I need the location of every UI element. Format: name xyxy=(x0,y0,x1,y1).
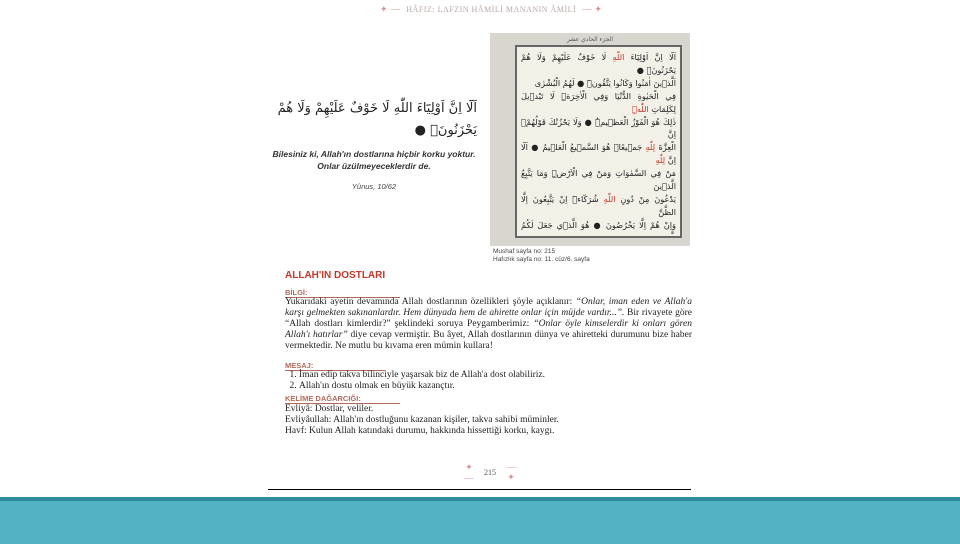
ornament-icon: — ✦ xyxy=(582,3,603,14)
ornament-icon: ✦ — xyxy=(380,3,401,14)
bilgi-quote: “Onlar, iman eden ve Allah'a karşı gelmekten sakınanlardır. Hem dünyada hem de ahirette onlar için müjde vardır...”. xyxy=(285,297,692,318)
mushaf-page-number: Mushaf sayfa no: 215 xyxy=(493,248,556,255)
kelime-list xyxy=(285,404,692,437)
bilgi-quote: “Onlar öyle kimselerdir ki onları gören Allah'ı hatırlar” xyxy=(285,319,692,340)
mushaf-line: اَلَٓا اِنَّ اَوْلِيَٓاءَ اللّٰهِ لَا خَوْفٌ عَلَيْهِمْ وَلَا هُمْ يَحْزَنُونَۚ ● xyxy=(521,52,676,75)
mesaj-label: MESAJ: xyxy=(285,361,385,371)
mushaf-juz-title: الجزء الحادي عشر xyxy=(566,36,614,43)
bilgi-text: diye cevap vermiştir. Bu âyet, Allah dostlarının dünya ve ahiretteki durumunu bize haber vermektedir. Ne mutlu bu kıvama eren mümin kullara! xyxy=(285,330,692,351)
ornament-icon: ✦ — xyxy=(464,462,474,483)
mushaf-line: يَدْعُونَ مِنْ دُونِ اللّٰهِ شُرَكَٓاءَۜ اِنْ يَتَّبِعُونَ اِلَّا الظَّنَّ xyxy=(521,193,676,217)
mushaf-line: ذٰلِكَ هُوَ الْفَوْزُ الْعَظ۪يمُۜ ● وَلَا يَحْزُنْكَ قَوْلُهُمْۢ اِنَّ xyxy=(521,116,676,140)
mushaf-line: مَنْ فِي السَّمٰوَاتِ وَمَنْ فِي الْاَرْضِۜ وَمَا يَتَّبِعُ الَّذ۪ينَ xyxy=(521,168,676,192)
mushaf-line: فِي الْحَيٰوةِ الدُّنْيَا وَفِي الْاٰخِرَةِۜ لَا تَبْد۪يلَ لِكَلِمَاتِ اللّٰهِ xyxy=(521,90,676,114)
mushaf-page-image xyxy=(490,33,690,246)
mushaf-line: اَلَّذ۪ينَ اٰمَنُوا وَكَانُوا يَتَّقُونَۜ ● لَهُمُ الْبُشْرٰى xyxy=(534,77,676,88)
mushaf-text xyxy=(521,51,676,234)
mesaj-item: 1. İman edip takva bilinciyle yaşarsak biz de Allah'a dost olabiliriz. xyxy=(299,370,692,381)
running-header xyxy=(380,2,680,16)
footer-band xyxy=(0,497,960,544)
bottom-rule xyxy=(268,489,691,490)
mesaj-list xyxy=(285,370,692,392)
ornament-icon: — ✦ xyxy=(506,462,516,482)
mushaf-line: وَاِنْ هُمْ اِلَّا يَخْرُصُونَ ● هُوَ الَّذ۪ي جَعَلَ لَكُمُ xyxy=(521,219,676,230)
mushaf-frame xyxy=(515,45,682,238)
bilgi-label: BİLGİ: xyxy=(285,288,400,298)
bilgi-text: Yukarıdaki ayetin devamında Allah dostlarının özellikleri şöyle açıklanır: xyxy=(285,297,576,307)
section-title: ALLAH'IN DOSTLARI xyxy=(285,270,386,281)
running-title: HÂFIZ: LAFZIN HÂMİLİ MANANIN ÂMİLİ xyxy=(406,4,577,14)
verse-arabic: اَلَٓا اِنَّ اَوْلِيَٓاءَ اللّٰهِ لَا خَوْفٌ عَلَيْهِمْ وَلَا هُمْ يَحْزَنُونَۚ ● xyxy=(277,101,477,138)
mushaf-caption xyxy=(493,248,693,264)
verse-translation: Bilesiniz ki, Allah'ın dostlarına hiçbir korku yoktur. Onlar üzülmeyeceklerdir de. xyxy=(272,149,476,171)
hafizlik-page-number: Hafızlık sayfa no: 11. cüz/6. sayfa xyxy=(493,256,590,263)
mesaj-item: 2. Allah'ın dostu olmak en büyük kazançtır. xyxy=(299,381,692,392)
page-number xyxy=(460,462,520,483)
mushaf-line: الْعِزَّةَ لِلّٰهِ جَم۪يعًاۜ هُوَ السَّم۪يعُ الْعَل۪يمُ ● اَلَٓا اِنَّ لِلّٰهِ xyxy=(521,142,676,166)
bilgi-text: Bir rivayete göre “Allah dostları kimlerdir?” şeklindeki soruya Peygamberimiz: xyxy=(285,308,692,329)
kelime-label: KELİME DAĞARCIĞI: xyxy=(285,394,400,404)
page-number-value: 215 xyxy=(484,468,496,477)
kelime-entry: Evliyâ: Dostlar, veliler. xyxy=(285,404,374,414)
verse-reference: Yûnus, 10/62 xyxy=(351,182,397,191)
kelime-entry: Havf: Kulun Allah katındaki durumu, hakkında hissettiği korku, kaygı. xyxy=(285,426,555,436)
kelime-entry: Evliyâullah: Allah'ın dostluğunu kazanan kişiler, takva sahibi müminler. xyxy=(285,415,559,425)
bilgi-paragraph xyxy=(285,297,692,352)
